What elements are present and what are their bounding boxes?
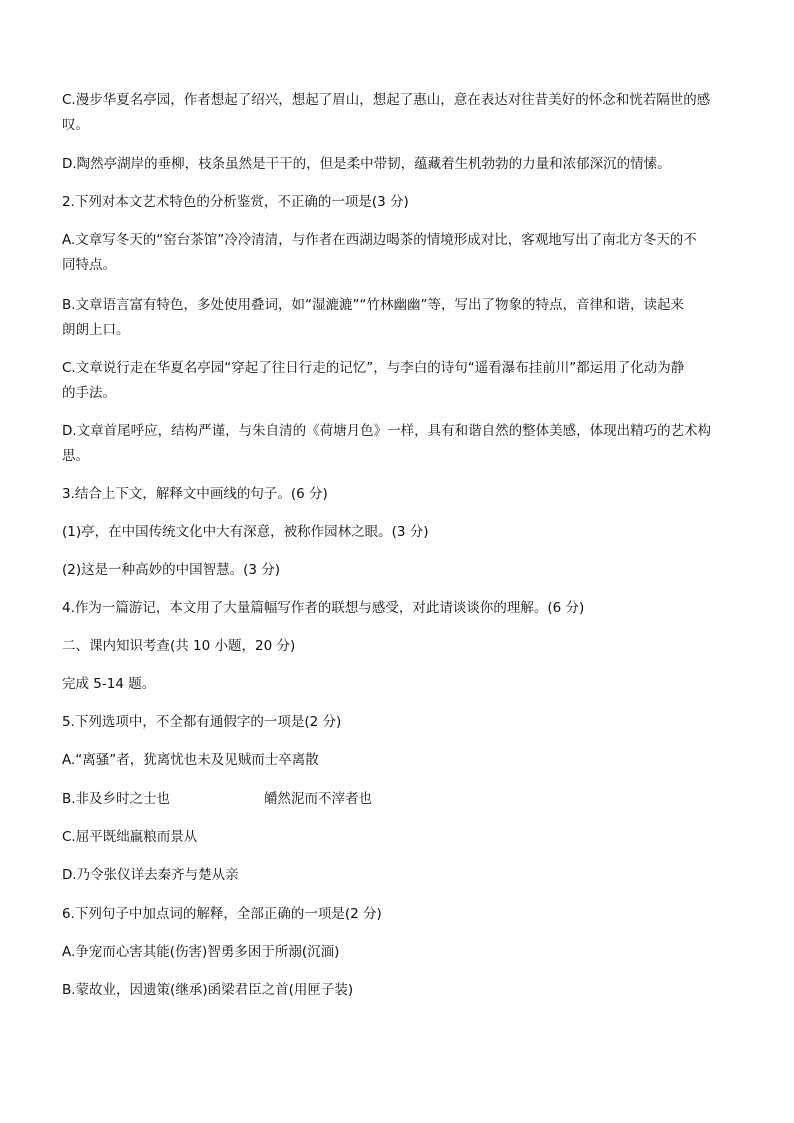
q2-option-c-line2: 的手法。 [62, 385, 116, 401]
q5-option-b-left: B.非及乡时之士也 [62, 791, 171, 807]
q6-option-a: A.争宠而心害其能(伤害)智勇多困于所溺(沉湎) [62, 944, 340, 960]
q2-option-c-line1: C.文章说行走在华夏名亭园“穿起了往日行走的记忆”，与李白的诗句“遥看瀑布挂前川”都运用了化动为静 [62, 360, 685, 376]
q1-option-d: D.陶然亭湖岸的垂柳，枝条虽然是干干的，但是柔中带韧，蕴藏着生机勃勃的力量和浓郁深沉的情愫。 [62, 156, 671, 172]
q5-option-a: A.“离骚”者，犹离忧也未及见贼而士卒离散 [62, 752, 319, 768]
q1-option-c-line1: C.漫步华夏名亭园，作者想起了绍兴，想起了眉山，想起了惠山，意在表达对往昔美好的怀念和恍若隔世的感 [62, 92, 711, 108]
q2-option-a-line1: A.文章写冬天的“窑台茶馆”冷冷清清，与作者在西湖边喝茶的情境形成对比，客观地写出了南北方冬天的不 [62, 232, 697, 248]
q6-stem: 6.下列句子中加点词的解释，全部正确的一项是(2 分) [62, 906, 382, 922]
q5-option-b-right: 皭然泥而不滓者也 [264, 791, 373, 807]
q6-option-b: B.蒙故业，因遗策(继承)函梁君臣之首(用匣子装) [62, 982, 354, 998]
q2-option-d-line2: 思。 [62, 448, 89, 464]
q4-stem: 4.作为一篇游记，本文用了大量篇幅写作者的联想与感受，对此请谈谈你的理解。(6 分) [62, 600, 585, 616]
q2-option-b-line2: 朗朗上口。 [62, 322, 130, 338]
q3-sub2: (2)这是一种高妙的中国智慧。(3 分) [62, 562, 281, 578]
q5-option-b [62, 789, 372, 809]
q2-option-b-line1: B.文章语言富有特色，多处使用叠词，如“湿漉漉”“竹林幽幽”等，写出了物象的特点，音律和谐，读起来 [62, 297, 685, 313]
q2-stem: 2.下列对本文艺术特色的分析鉴赏，不正确的一项是(3 分) [62, 194, 409, 210]
section-2-note: 完成 5-14 题。 [62, 676, 156, 692]
q5-option-d: D.乃令张仪详去秦齐与楚从亲 [62, 867, 239, 883]
q5-option-c: C.屈平既绌羸粮而景从 [62, 829, 198, 845]
section-2-heading: 二、课内知识考查(共 10 小题，20 分) [62, 638, 296, 654]
q1-option-c-line2: 叹。 [62, 117, 89, 133]
q2-option-d-line1: D.文章首尾呼应，结构严谨，与朱自清的《荷塘月色》一样，具有和谐自然的整体美感，体现出精巧的艺术构 [62, 423, 712, 439]
q3-stem: 3.结合上下文，解释文中画线的句子。(6 分) [62, 486, 328, 502]
q2-option-a-line2: 同特点。 [62, 257, 116, 273]
q3-sub1: (1)亭，在中国传统文化中大有深意，被称作园林之眼。(3 分) [62, 524, 429, 540]
q5-stem: 5.下列选项中，不全都有通假字的一项是(2 分) [62, 714, 342, 730]
